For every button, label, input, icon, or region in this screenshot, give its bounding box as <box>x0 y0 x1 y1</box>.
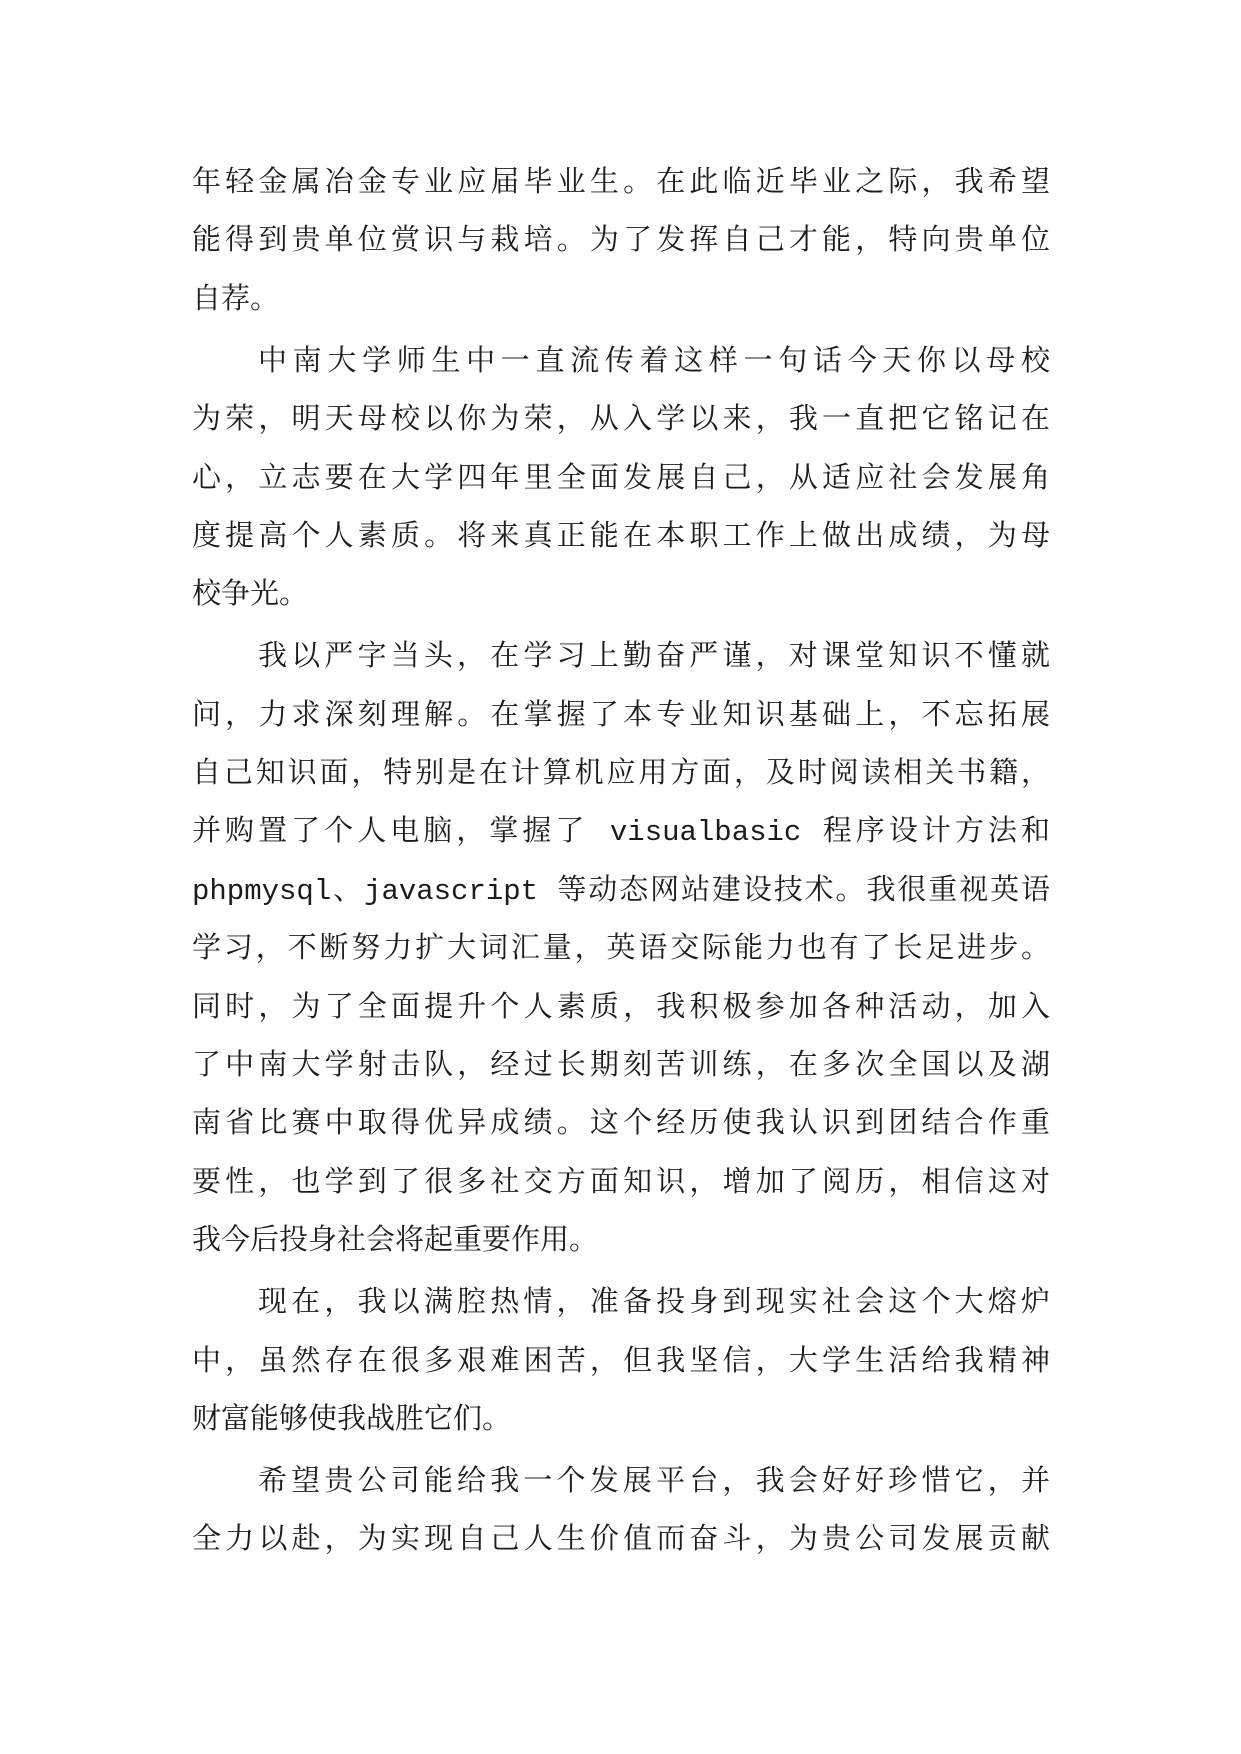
text-line: 为荣，明天母校以你为荣，从入学以来，我一直把它铭记在 <box>192 404 1050 438</box>
text-line: 现在，我以满腔热情，准备投身到现实社会这个大熔炉 <box>258 1287 1050 1321</box>
paragraph <box>192 334 1050 626</box>
text-line: 学习，不断努力扩大词汇量，英语交际能力也有了长足进步。 <box>192 933 1050 967</box>
paragraph <box>192 629 1050 1271</box>
text-line: 并购置了个人电脑，掌握了 visualbasic 程序设计方法和 <box>192 816 1050 850</box>
text-line: phpmysql、javascript 等动态网站建设技术。我很重视英语 <box>192 874 1050 908</box>
paragraph <box>192 1454 1050 1571</box>
text-line: 同时，为了全面提升个人素质，我积极参加各种活动，加入 <box>192 991 1050 1025</box>
text-line: 我以严字当头，在学习上勤奋严谨，对课堂知识不懂就 <box>258 641 1050 675</box>
document-body <box>192 155 1050 1571</box>
text-line: 心，立志要在大学四年里全面发展自己，从适应社会发展角 <box>192 462 1050 496</box>
text-line: 财富能够使我战胜它们。 <box>192 1403 512 1437</box>
text-line: 了中南大学射击队，经过长期刻苦训练，在多次全国以及湖 <box>192 1050 1050 1084</box>
text-line: 中，虽然存在很多艰难困苦，但我坚信，大学生活给我精神 <box>192 1345 1050 1379</box>
text-line: 希望贵公司能给我一个发展平台，我会好好珍惜它，并 <box>258 1465 1050 1499</box>
text-line: 校争光。 <box>192 579 309 613</box>
paragraph <box>192 155 1050 330</box>
paragraph <box>192 1275 1050 1450</box>
text-line: 要性，也学到了很多社交方面知识，增加了阅历，相信这对 <box>192 1166 1050 1200</box>
text-line: 问，力求深刻理解。在掌握了本专业知识基础上，不忘拓展 <box>192 699 1050 733</box>
text-line: 全力以赴，为实现自己人生价值而奋斗，为贵公司发展贡献 <box>192 1524 1050 1558</box>
text-line: 年轻金属冶金专业应届毕业生。在此临近毕业之际，我希望 <box>192 167 1050 200</box>
text-line: 南省比赛中取得优异成绩。这个经历使我认识到团结合作重 <box>192 1108 1050 1142</box>
text-line: 中南大学师生中一直流传着这样一句话今天你以母校 <box>258 345 1050 379</box>
text-line: 自荐。 <box>192 283 280 317</box>
text-line: 自己知识面，特别是在计算机应用方面，及时阅读相关书籍， <box>192 758 1050 792</box>
text-line: 我今后投身社会将起重要作用。 <box>192 1225 599 1259</box>
text-line: 度提高个人素质。将来真正能在本职工作上做出成绩，为母 <box>192 520 1050 554</box>
text-line: 能得到贵单位赏识与栽培。为了发挥自己才能，特向贵单位 <box>192 225 1050 259</box>
